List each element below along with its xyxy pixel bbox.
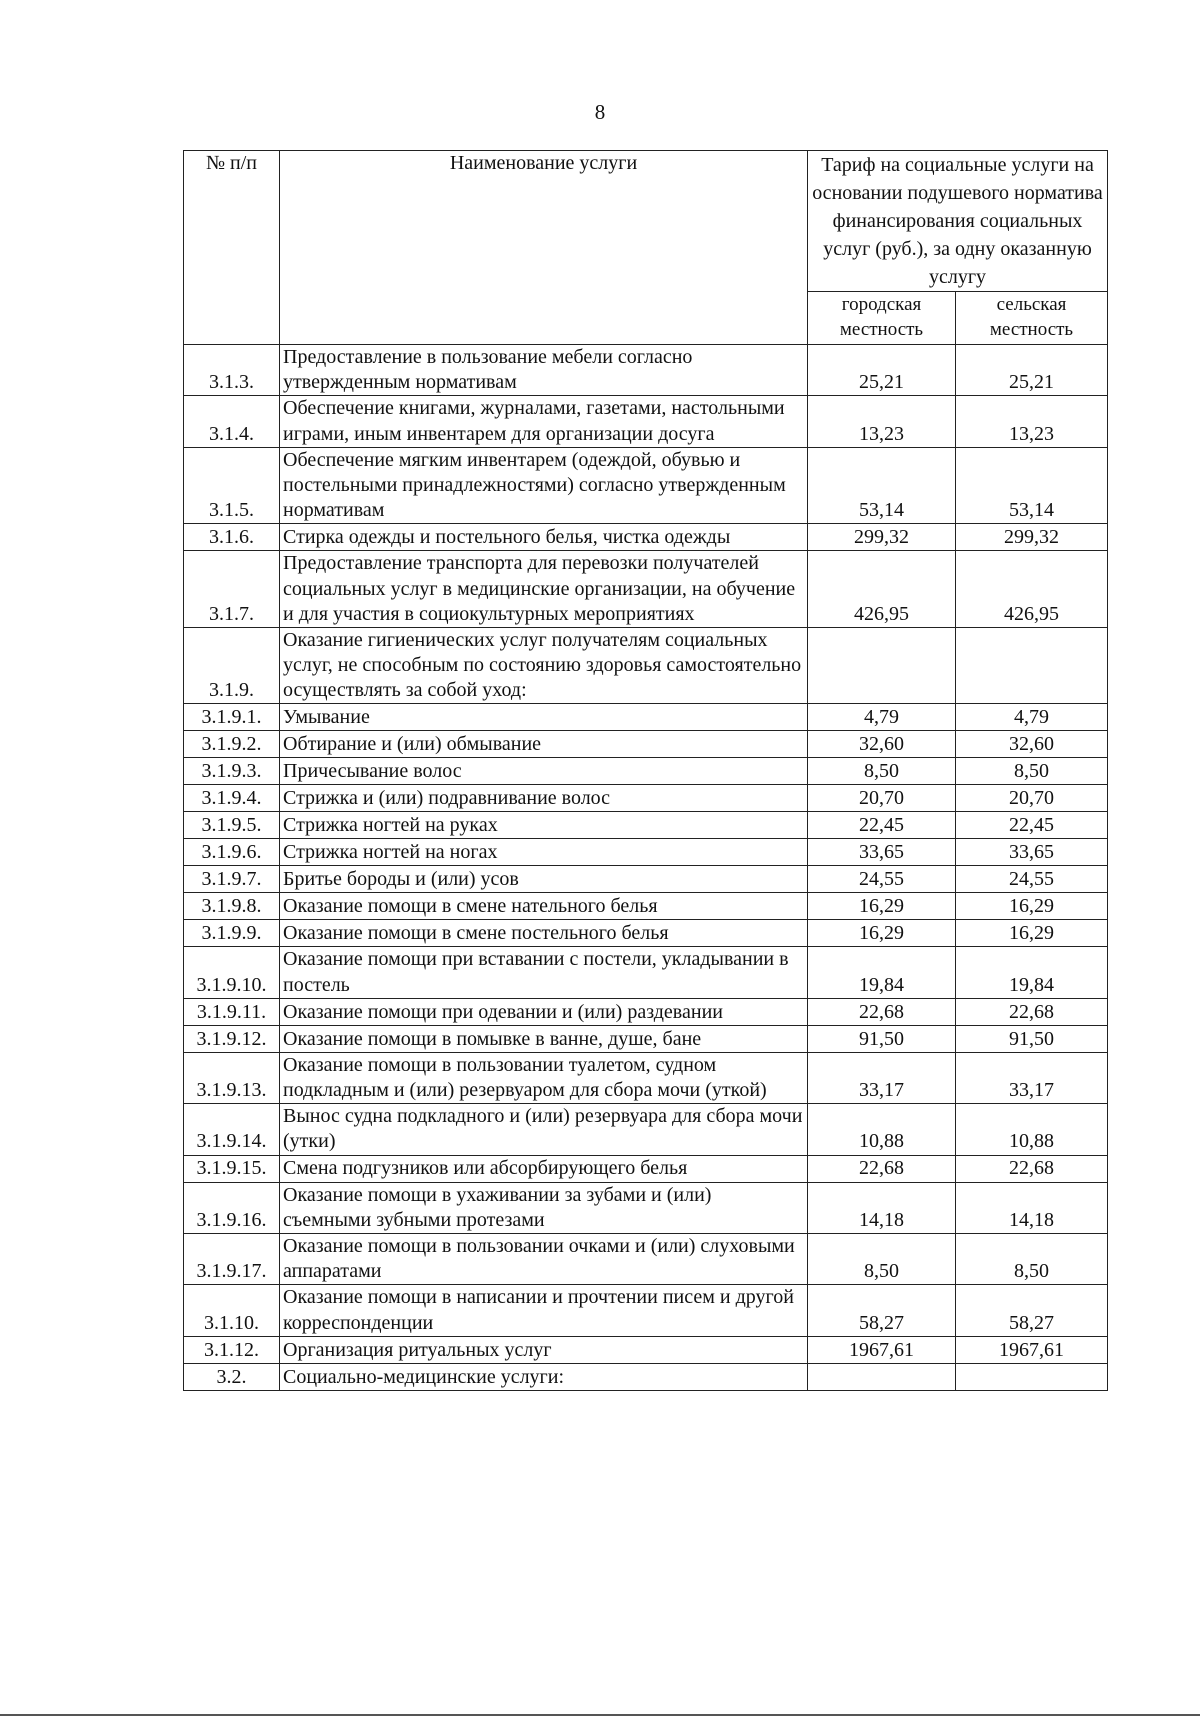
table-row: [184, 866, 1108, 893]
service-name: Вынос судна подкладного и (или) резервуара для сбора мочи (утки): [280, 1104, 808, 1155]
table-row: [184, 893, 1108, 920]
row-number: 3.1.9.17.: [184, 1233, 280, 1284]
service-name: Оказание помощи в ухаживании за зубами и (или) съемными зубными протезами: [280, 1182, 808, 1233]
service-name: Социально-медицинские услуги:: [280, 1363, 808, 1390]
tariff-rural: 58,27: [956, 1285, 1108, 1336]
table-row: [184, 345, 1108, 396]
table-row: [184, 396, 1108, 447]
row-number: 3.1.9.13.: [184, 1052, 280, 1103]
service-name: Оказание помощи при вставании с постели, укладывании в постель: [280, 947, 808, 998]
table-row: [184, 998, 1108, 1025]
row-number: 3.1.9.3.: [184, 758, 280, 785]
table-row: [184, 447, 1108, 524]
tariff-city: 426,95: [808, 551, 956, 628]
service-name: Обеспечение мягким инвентарем (одеждой, обувью и постельными принадлежностями) согласно утвержденным нормативам: [280, 447, 808, 524]
header-city: городская местность: [808, 292, 956, 345]
header-service-name: Наименование услуги: [280, 151, 808, 345]
table-row: [184, 524, 1108, 551]
tariff-rural: 16,29: [956, 920, 1108, 947]
row-number: 3.1.10.: [184, 1285, 280, 1336]
table-row: [184, 947, 1108, 998]
service-name: Стирка одежды и постельного белья, чистка одежды: [280, 524, 808, 551]
table-row: [184, 839, 1108, 866]
row-number: 3.1.3.: [184, 345, 280, 396]
table-row: [184, 1363, 1108, 1390]
page-bottom-rule: [0, 1714, 1200, 1716]
row-number: 3.1.5.: [184, 447, 280, 524]
row-number: 3.1.9.1.: [184, 704, 280, 731]
service-name: Оказание помощи в смене нательного белья: [280, 893, 808, 920]
row-number: 3.1.9.15.: [184, 1155, 280, 1182]
table-row: [184, 551, 1108, 628]
tariff-city: 10,88: [808, 1104, 956, 1155]
tariff-rural: 13,23: [956, 396, 1108, 447]
table-row: [184, 812, 1108, 839]
tariff-rural: 33,65: [956, 839, 1108, 866]
service-name: Смена подгузников или абсорбирующего белья: [280, 1155, 808, 1182]
tariff-rural: 20,70: [956, 785, 1108, 812]
tariff-city: 22,68: [808, 998, 956, 1025]
tariff-rural: 22,68: [956, 998, 1108, 1025]
tariff-rural: 24,55: [956, 866, 1108, 893]
row-number: 3.1.12.: [184, 1336, 280, 1363]
service-name: Предоставление транспорта для перевозки получателей социальных услуг в медицинские организации, на обучение и для участия в социокультурных мероприятиях: [280, 551, 808, 628]
header-tariff: Тариф на социальные услуги на основании подушевого норматива финансирования социальных услуг (руб.), за одну оказанную услугу: [808, 151, 1108, 292]
service-name: Оказание помощи в помывке в ванне, душе, бане: [280, 1025, 808, 1052]
tariff-rural: 25,21: [956, 345, 1108, 396]
tariff-city: 33,17: [808, 1052, 956, 1103]
table-row: [184, 627, 1108, 704]
table-row: [184, 1336, 1108, 1363]
table-row: [184, 1052, 1108, 1103]
service-name: Предоставление в пользование мебели согласно утвержденным нормативам: [280, 345, 808, 396]
table-body: [184, 345, 1108, 1391]
row-number: 3.1.6.: [184, 524, 280, 551]
header-rural: сельская местность: [956, 292, 1108, 345]
tariff-table: [183, 150, 1108, 1391]
table-row: [184, 1285, 1108, 1336]
tariff-city: 91,50: [808, 1025, 956, 1052]
table-row: [184, 731, 1108, 758]
tariff-city: 8,50: [808, 1233, 956, 1284]
tariff-rural: 14,18: [956, 1182, 1108, 1233]
table-row: [184, 1233, 1108, 1284]
row-number: 3.1.9.9.: [184, 920, 280, 947]
row-number: 3.1.9.: [184, 627, 280, 704]
service-name: Оказание помощи в пользовании туалетом, судном подкладным и (или) резервуаром для сбора мочи (уткой): [280, 1052, 808, 1103]
service-name: Бритье бороды и (или) усов: [280, 866, 808, 893]
tariff-city: 25,21: [808, 345, 956, 396]
tariff-rural: 8,50: [956, 1233, 1108, 1284]
table-row: [184, 920, 1108, 947]
row-number: 3.1.4.: [184, 396, 280, 447]
tariff-city: 22,45: [808, 812, 956, 839]
tariff-rural: 33,17: [956, 1052, 1108, 1103]
row-number: 3.1.9.7.: [184, 866, 280, 893]
tariff-city: 33,65: [808, 839, 956, 866]
table-row: [184, 1104, 1108, 1155]
service-name: Оказание гигиенических услуг получателям социальных услуг, не способным по состоянию здоровья самостоятельно осуществлять за собой уход:: [280, 627, 808, 704]
service-name: Стрижка и (или) подравнивание волос: [280, 785, 808, 812]
service-name: Организация ритуальных услуг: [280, 1336, 808, 1363]
tariff-rural: 19,84: [956, 947, 1108, 998]
table-row: [184, 1182, 1108, 1233]
service-name: Оказание помощи в пользовании очками и (или) слуховыми аппаратами: [280, 1233, 808, 1284]
service-name: Стрижка ногтей на руках: [280, 812, 808, 839]
row-number: 3.1.9.14.: [184, 1104, 280, 1155]
row-number: 3.1.9.5.: [184, 812, 280, 839]
tariff-rural: [956, 627, 1108, 704]
tariff-rural: 22,45: [956, 812, 1108, 839]
tariff-rural: 8,50: [956, 758, 1108, 785]
header-number: № п/п: [184, 151, 280, 345]
tariff-rural: 22,68: [956, 1155, 1108, 1182]
table-row: [184, 1025, 1108, 1052]
service-name: Обтирание и (или) обмывание: [280, 731, 808, 758]
row-number: 3.1.9.16.: [184, 1182, 280, 1233]
table-row: [184, 1155, 1108, 1182]
service-name: Умывание: [280, 704, 808, 731]
tariff-city: [808, 1363, 956, 1390]
table-row: [184, 758, 1108, 785]
table-row: [184, 785, 1108, 812]
row-number: 3.1.9.8.: [184, 893, 280, 920]
tariff-city: 20,70: [808, 785, 956, 812]
row-number: 3.2.: [184, 1363, 280, 1390]
tariff-city: 16,29: [808, 893, 956, 920]
tariff-city: 58,27: [808, 1285, 956, 1336]
tariff-city: 19,84: [808, 947, 956, 998]
tariff-rural: 91,50: [956, 1025, 1108, 1052]
tariff-rural: 32,60: [956, 731, 1108, 758]
tariff-rural: 426,95: [956, 551, 1108, 628]
service-name: Оказание помощи в смене постельного белья: [280, 920, 808, 947]
tariff-city: [808, 627, 956, 704]
row-number: 3.1.9.6.: [184, 839, 280, 866]
tariff-city: 14,18: [808, 1182, 956, 1233]
tariff-city: 4,79: [808, 704, 956, 731]
tariff-rural: 1967,61: [956, 1336, 1108, 1363]
row-number: 3.1.9.12.: [184, 1025, 280, 1052]
tariff-city: 1967,61: [808, 1336, 956, 1363]
tariff-rural: 4,79: [956, 704, 1108, 731]
tariff-city: 13,23: [808, 396, 956, 447]
tariff-rural: 53,14: [956, 447, 1108, 524]
tariff-city: 32,60: [808, 731, 956, 758]
tariff-rural: 16,29: [956, 893, 1108, 920]
row-number: 3.1.9.11.: [184, 998, 280, 1025]
service-name: Оказание помощи при одевании и (или) раздевании: [280, 998, 808, 1025]
tariff-city: 8,50: [808, 758, 956, 785]
table-row: [184, 704, 1108, 731]
service-name: Стрижка ногтей на ногах: [280, 839, 808, 866]
row-number: 3.1.9.2.: [184, 731, 280, 758]
service-name: Причесывание волос: [280, 758, 808, 785]
service-name: Оказание помощи в написании и прочтении писем и другой корреспонденции: [280, 1285, 808, 1336]
row-number: 3.1.9.4.: [184, 785, 280, 812]
tariff-rural: [956, 1363, 1108, 1390]
tariff-rural: 299,32: [956, 524, 1108, 551]
tariff-city: 16,29: [808, 920, 956, 947]
tariff-city: 299,32: [808, 524, 956, 551]
tariff-city: 24,55: [808, 866, 956, 893]
row-number: 3.1.7.: [184, 551, 280, 628]
page-number: 8: [594, 100, 606, 124]
tariff-rural: 10,88: [956, 1104, 1108, 1155]
tariff-city: 22,68: [808, 1155, 956, 1182]
row-number: 3.1.9.10.: [184, 947, 280, 998]
service-name: Обеспечение книгами, журналами, газетами, настольными играми, иным инвентарем для организации досуга: [280, 396, 808, 447]
tariff-city: 53,14: [808, 447, 956, 524]
